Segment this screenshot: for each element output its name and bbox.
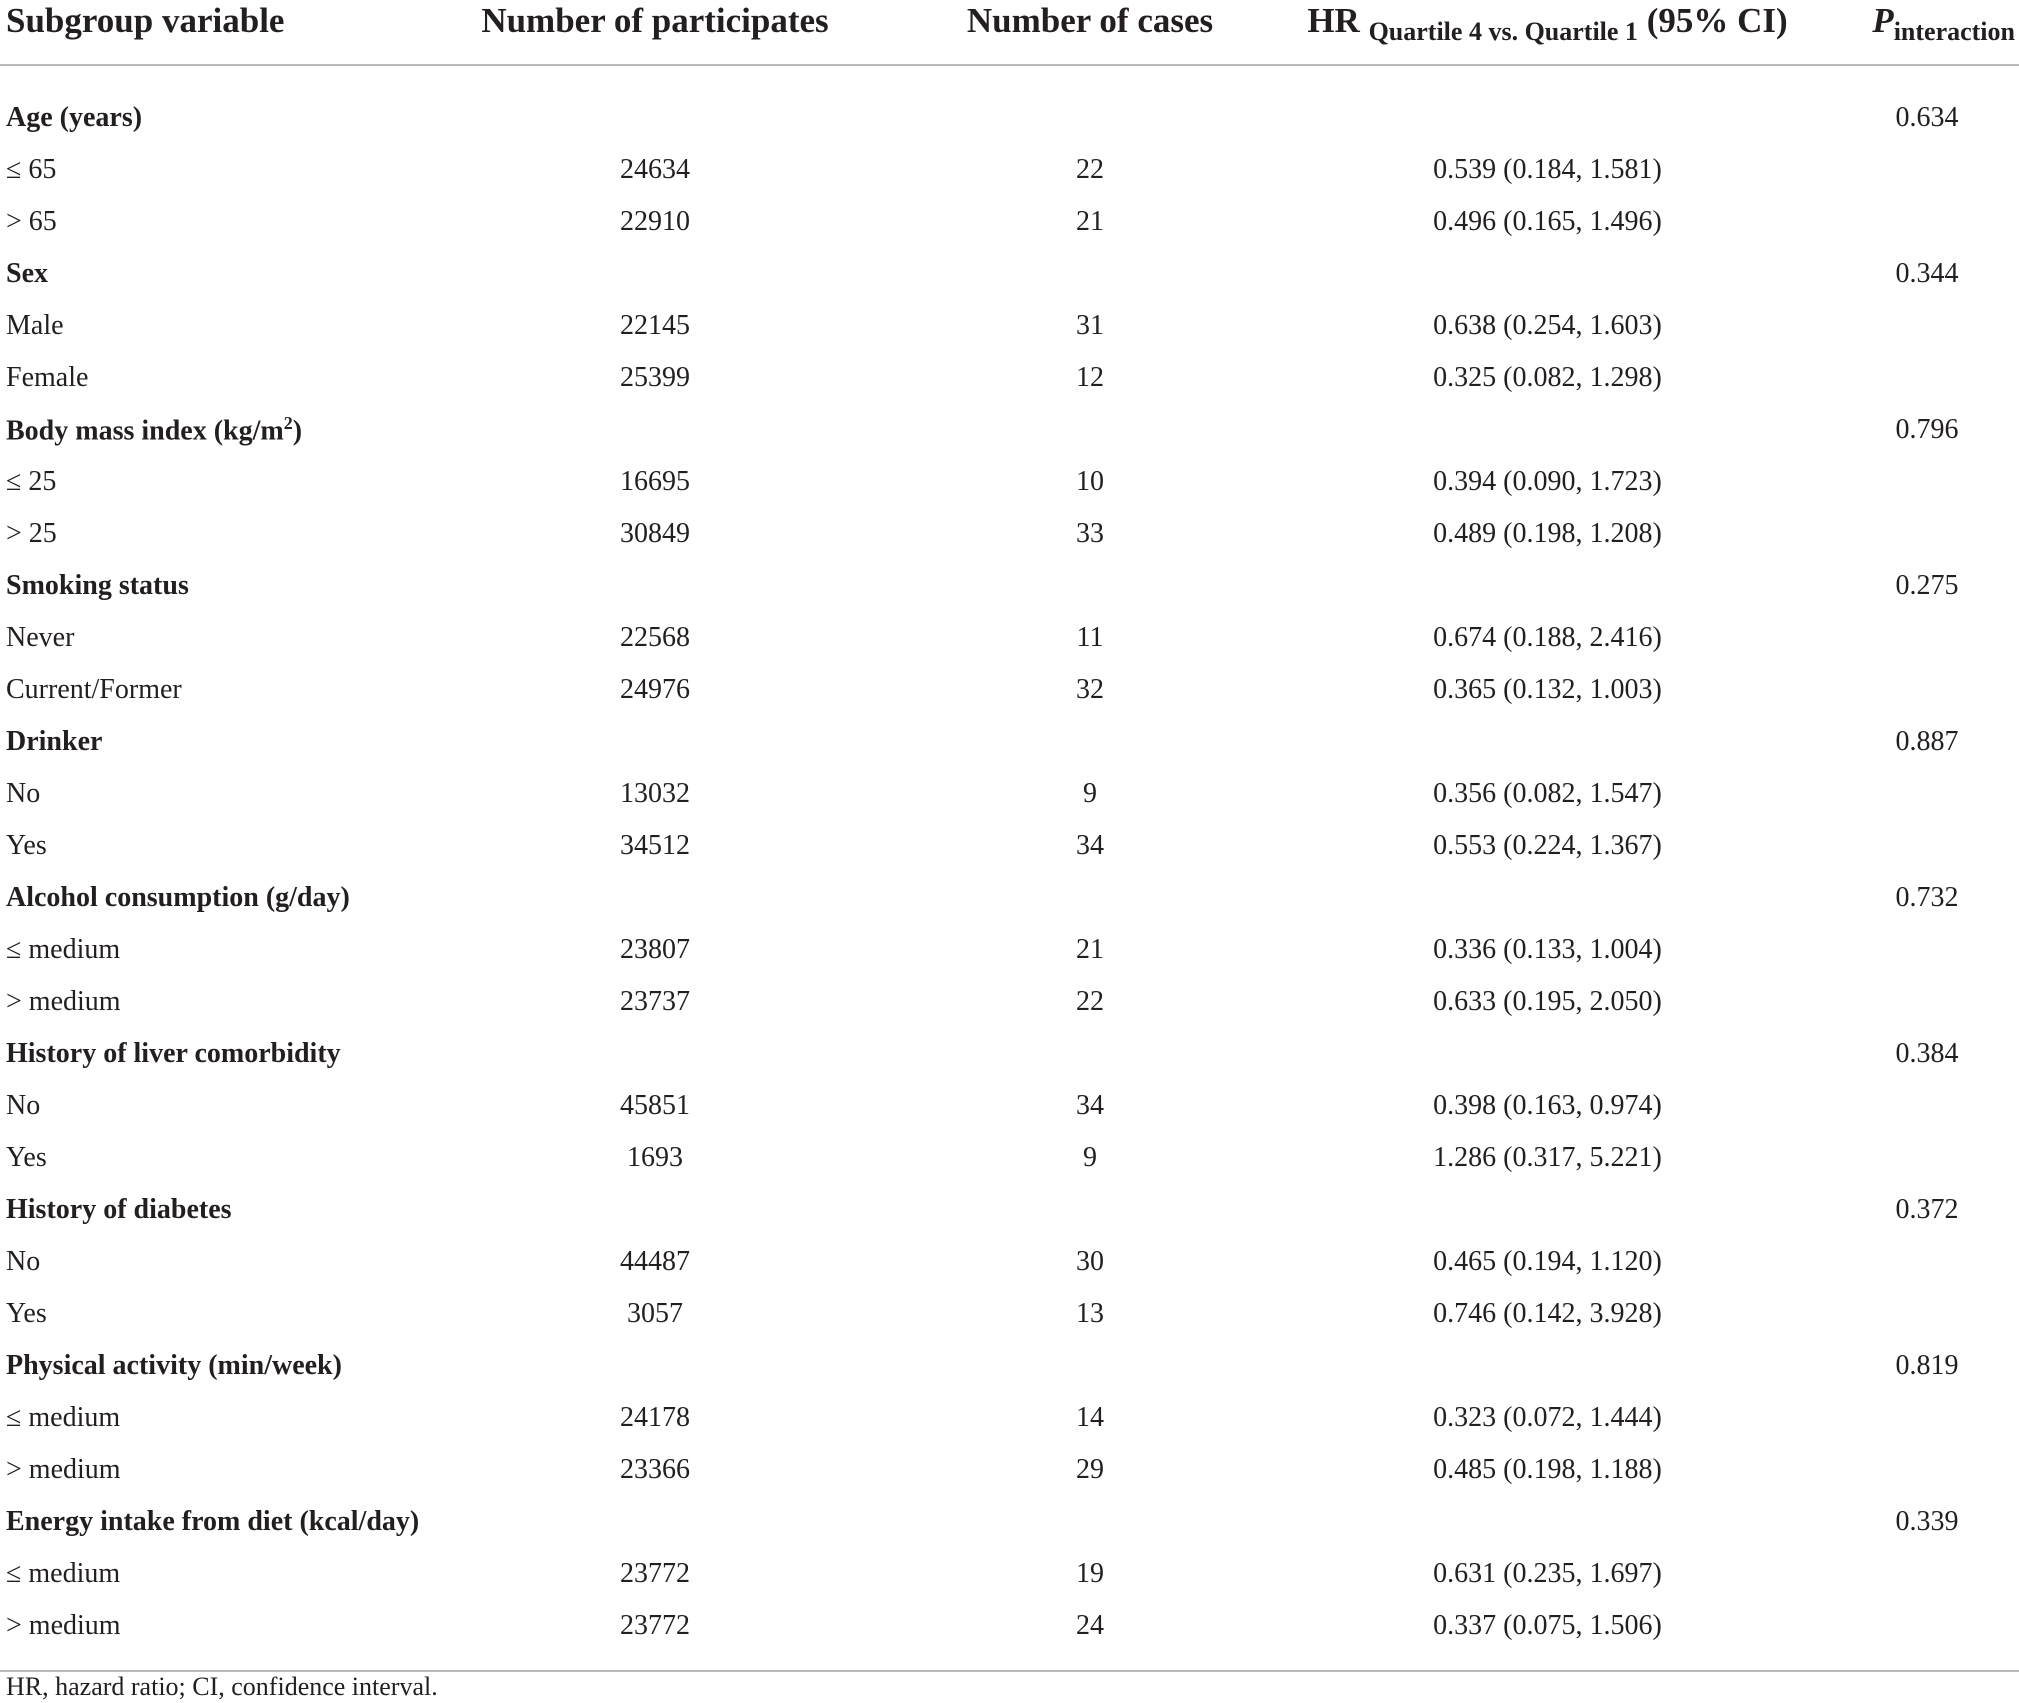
- hazard-ratio-ci: 0.337 (0.075, 1.506): [1270, 1600, 1795, 1671]
- hazard-ratio-ci: 0.325 (0.082, 1.298): [1433, 362, 1662, 393]
- hazard-ratio-ci: 0.496 (0.165, 1.496): [1433, 206, 1662, 237]
- header-number-of-participates: Number of participates: [470, 0, 890, 65]
- hazard-ratio-ci: 0.394 (0.090, 1.723): [1433, 466, 1662, 497]
- empty-cell: [1795, 300, 2019, 352]
- p-interaction-value: 0.732: [1895, 882, 1959, 913]
- empty-cell: [1795, 768, 2019, 820]
- hazard-ratio-ci: 0.365 (0.132, 1.003): [1433, 674, 1662, 705]
- subgroup-label: ≤ 25: [6, 466, 57, 497]
- cases-count: 34: [1076, 830, 1104, 861]
- empty-cell: [1795, 924, 2019, 976]
- cases-count: 10: [1076, 466, 1104, 497]
- empty-cell: [1795, 196, 2019, 248]
- empty-cell: [1795, 1548, 2019, 1600]
- empty-cell: [1270, 404, 1795, 456]
- table-row: [0, 1444, 2019, 1496]
- cases-count: 22: [1076, 986, 1104, 1017]
- cases-count: 21: [1076, 934, 1104, 965]
- participants-count: 22568: [620, 622, 690, 653]
- cases-count: 21: [1076, 206, 1104, 237]
- header-number-of-cases: Number of cases: [890, 0, 1270, 65]
- subgroup-label: Current/Former: [6, 674, 182, 705]
- cases-count: 34: [1076, 1090, 1104, 1121]
- empty-cell: [1270, 872, 1795, 924]
- cases-count: 33: [1076, 518, 1104, 549]
- empty-cell: [1795, 612, 2019, 664]
- cases-count: 9: [1083, 1142, 1097, 1173]
- table-row: [0, 612, 2019, 664]
- table-row: [0, 976, 2019, 1028]
- table-row: [0, 768, 2019, 820]
- participants-count: 23772: [470, 1600, 890, 1671]
- empty-cell: [890, 248, 1270, 300]
- table-row: [0, 1236, 2019, 1288]
- header-hazard-ratio: [1270, 0, 1795, 65]
- table-row: [0, 508, 2019, 560]
- empty-cell: [890, 65, 1270, 144]
- group-label-text: History of liver comorbidity: [6, 1038, 341, 1069]
- empty-cell: [470, 872, 890, 924]
- empty-cell: [1795, 1600, 2019, 1671]
- empty-cell: [1270, 65, 1795, 144]
- group-row: [0, 1028, 2019, 1080]
- participants-count: 3057: [627, 1298, 683, 1329]
- p-interaction-value: 0.796: [1895, 414, 1959, 445]
- empty-cell: [470, 404, 890, 456]
- cases-count: 29: [1076, 1454, 1104, 1485]
- cases-count: 32: [1076, 674, 1104, 705]
- p-interaction-value: 0.819: [1895, 1350, 1959, 1381]
- table-row: [0, 1132, 2019, 1184]
- empty-cell: [1795, 508, 2019, 560]
- empty-cell: [470, 1028, 890, 1080]
- group-row: [0, 1496, 2019, 1548]
- empty-cell: [890, 404, 1270, 456]
- participants-count: 23772: [620, 1558, 690, 1589]
- cases-count: 11: [1076, 622, 1104, 653]
- group-row: [0, 404, 2019, 456]
- hazard-ratio-ci: 0.746 (0.142, 3.928): [1433, 1298, 1662, 1329]
- participants-count: 24976: [620, 674, 690, 705]
- group-label: [0, 248, 470, 300]
- participants-count: 23366: [620, 1454, 690, 1485]
- hazard-ratio-ci: 0.465 (0.194, 1.120): [1433, 1246, 1662, 1277]
- subgroup-label: Yes: [6, 1142, 47, 1173]
- hazard-ratio-ci: 0.336 (0.133, 1.004): [1433, 934, 1662, 965]
- participants-count: 34512: [620, 830, 690, 861]
- table-header: [0, 0, 2019, 65]
- hazard-ratio-ci: 0.674 (0.188, 2.416): [1433, 622, 1662, 653]
- subgroup-label: Female: [6, 362, 89, 393]
- group-row: [0, 560, 2019, 612]
- group-label-text: Age (years): [6, 102, 143, 133]
- group-label-text: Body mass index (kg/m: [6, 415, 284, 447]
- table-row: [0, 924, 2019, 976]
- participants-count: 13032: [620, 778, 690, 809]
- cases-count: 19: [1076, 1558, 1104, 1589]
- hazard-ratio-ci: 0.631 (0.235, 1.697): [1433, 1558, 1662, 1589]
- empty-cell: [470, 1184, 890, 1236]
- subgroup-label: ≤ medium: [6, 1402, 121, 1433]
- group-label: [0, 1496, 470, 1548]
- table-row: [0, 300, 2019, 352]
- subgroup-label: No: [6, 1246, 41, 1277]
- table-row: [0, 456, 2019, 508]
- table-row: [0, 1288, 2019, 1340]
- group-label: [0, 404, 470, 456]
- group-label: [0, 560, 470, 612]
- subgroup-label: Yes: [6, 830, 47, 861]
- cases-count: 31: [1076, 310, 1104, 341]
- participants-count: 24178: [620, 1402, 690, 1433]
- empty-cell: [890, 1028, 1270, 1080]
- empty-cell: [1270, 1496, 1795, 1548]
- empty-cell: [1795, 1444, 2019, 1496]
- header-p-subscript: interaction: [1893, 17, 2015, 46]
- empty-cell: [1795, 352, 2019, 404]
- table-row: [0, 1080, 2019, 1132]
- header-hr-ci: (95% CI): [1646, 1, 1788, 40]
- empty-cell: [1795, 1132, 2019, 1184]
- group-label-text: Drinker: [6, 726, 103, 757]
- group-label-text: History of diabetes: [6, 1194, 232, 1225]
- subgroup-label: ≤ medium: [6, 934, 121, 965]
- cases-count: 9: [1083, 778, 1097, 809]
- empty-cell: [470, 1496, 890, 1548]
- hazard-ratio-ci: 0.553 (0.224, 1.367): [1433, 830, 1662, 861]
- empty-cell: [1795, 1288, 2019, 1340]
- empty-cell: [890, 716, 1270, 768]
- group-row: [0, 248, 2019, 300]
- hazard-ratio-ci: 0.539 (0.184, 1.581): [1433, 154, 1662, 185]
- p-interaction-value: 0.887: [1895, 726, 1959, 757]
- group-row: [0, 716, 2019, 768]
- table-footnote: HR, hazard ratio; CI, confidence interval.: [6, 1672, 438, 1701]
- participants-count: 22910: [620, 206, 690, 237]
- empty-cell: [470, 560, 890, 612]
- subgroup-label: ≤ medium: [6, 1558, 121, 1589]
- participants-count: 44487: [620, 1246, 690, 1277]
- subgroup-label: > medium: [0, 1600, 470, 1671]
- table-row: [0, 144, 2019, 196]
- group-row: [0, 872, 2019, 924]
- table-row: [0, 1392, 2019, 1444]
- group-row: [0, 1184, 2019, 1236]
- group-row: [0, 65, 2019, 144]
- participants-count: 22145: [620, 310, 690, 341]
- p-interaction-value: 0.384: [1895, 1038, 1959, 1069]
- cases-count: 13: [1076, 1298, 1104, 1329]
- table-row: [0, 1548, 2019, 1600]
- empty-cell: [1795, 456, 2019, 508]
- empty-cell: [1795, 1236, 2019, 1288]
- cases-count: 12: [1076, 362, 1104, 393]
- cases-count: 14: [1076, 1402, 1104, 1433]
- group-label: [0, 716, 470, 768]
- group-label-text: Sex: [6, 258, 48, 289]
- subgroup-label: > medium: [6, 986, 121, 1017]
- table-row: [0, 196, 2019, 248]
- hazard-ratio-ci: 0.485 (0.198, 1.188): [1433, 1454, 1662, 1485]
- empty-cell: [1795, 976, 2019, 1028]
- group-label-text: Energy intake from diet (kcal/day): [6, 1506, 420, 1537]
- table-body: [0, 65, 2019, 1671]
- hazard-ratio-ci: 0.356 (0.082, 1.547): [1433, 778, 1662, 809]
- empty-cell: [890, 560, 1270, 612]
- table-row: [0, 1600, 2019, 1671]
- group-label-text: Alcohol consumption (g/day): [6, 882, 350, 913]
- subgroup-label: > medium: [6, 1454, 121, 1485]
- empty-cell: [1795, 820, 2019, 872]
- group-label: [0, 1028, 470, 1080]
- subgroup-label: ≤ 65: [6, 154, 57, 185]
- empty-cell: [1270, 716, 1795, 768]
- p-interaction-value: 0.275: [1895, 570, 1959, 601]
- cases-count: 24: [890, 1600, 1270, 1671]
- empty-cell: [890, 1340, 1270, 1392]
- empty-cell: [890, 872, 1270, 924]
- group-label-superscript: 2: [283, 412, 293, 433]
- group-label-text: Smoking status: [6, 570, 189, 601]
- empty-cell: [890, 1496, 1270, 1548]
- empty-cell: [470, 65, 890, 144]
- hazard-ratio-ci: 1.286 (0.317, 5.221): [1433, 1142, 1662, 1173]
- hazard-ratio-ci: 0.398 (0.163, 0.974): [1433, 1090, 1662, 1121]
- p-interaction-value: 0.372: [1895, 1194, 1959, 1225]
- empty-cell: [470, 716, 890, 768]
- empty-cell: [890, 1184, 1270, 1236]
- participants-count: 1693: [627, 1142, 683, 1173]
- participants-count: 25399: [620, 362, 690, 393]
- participants-count: 45851: [620, 1090, 690, 1121]
- header-p-main: P: [1872, 1, 1894, 40]
- empty-cell: [1270, 560, 1795, 612]
- hazard-ratio-ci: 0.323 (0.072, 1.444): [1433, 1402, 1662, 1433]
- empty-cell: [1270, 1028, 1795, 1080]
- participants-count: 24634: [620, 154, 690, 185]
- empty-cell: [470, 248, 890, 300]
- empty-cell: [1270, 1184, 1795, 1236]
- cases-count: 30: [1076, 1246, 1104, 1277]
- empty-cell: [470, 1340, 890, 1392]
- empty-cell: [1795, 144, 2019, 196]
- header-subgroup-variable: Subgroup variable: [0, 0, 470, 65]
- header-row: [0, 0, 2019, 65]
- empty-cell: [1795, 1392, 2019, 1444]
- group-label: [0, 872, 470, 924]
- group-label: [0, 1340, 470, 1392]
- group-label-tail: ): [292, 415, 303, 447]
- table-row: [0, 664, 2019, 716]
- hazard-ratio-ci: 0.638 (0.254, 1.603): [1433, 310, 1662, 341]
- empty-cell: [1795, 664, 2019, 716]
- subgroup-label: > 25: [6, 518, 57, 549]
- subgroup-label: Yes: [6, 1298, 47, 1329]
- empty-cell: [1270, 248, 1795, 300]
- participants-count: 16695: [620, 466, 690, 497]
- empty-cell: [1270, 1340, 1795, 1392]
- table-row: [0, 820, 2019, 872]
- hazard-ratio-ci: 0.633 (0.195, 2.050): [1433, 986, 1662, 1017]
- participants-count: 23737: [620, 986, 690, 1017]
- subgroup-label: Never: [6, 622, 75, 653]
- group-label: [0, 1184, 470, 1236]
- group-label: [0, 65, 470, 144]
- p-interaction-value: 0.344: [1895, 258, 1959, 289]
- empty-cell: [1795, 1080, 2019, 1132]
- header-hr-main: HR: [1307, 1, 1360, 40]
- hazard-ratio-ci: 0.489 (0.198, 1.208): [1433, 518, 1662, 549]
- header-p-interaction: [1795, 0, 2019, 65]
- subgroup-label: Male: [6, 310, 64, 341]
- p-interaction-value: 0.634: [1895, 102, 1959, 133]
- header-hr-subscript: Quartile 4 vs. Quartile 1: [1368, 17, 1638, 46]
- subgroup-label: No: [6, 1090, 41, 1121]
- p-interaction-value: 0.339: [1895, 1506, 1959, 1537]
- participants-count: 30849: [620, 518, 690, 549]
- cases-count: 22: [1076, 154, 1104, 185]
- group-row: [0, 1340, 2019, 1392]
- participants-count: 23807: [620, 934, 690, 965]
- subgroup-label: No: [6, 778, 41, 809]
- group-label-text: Physical activity (min/week): [6, 1350, 342, 1381]
- table-row: [0, 352, 2019, 404]
- subgroup-label: > 65: [6, 206, 57, 237]
